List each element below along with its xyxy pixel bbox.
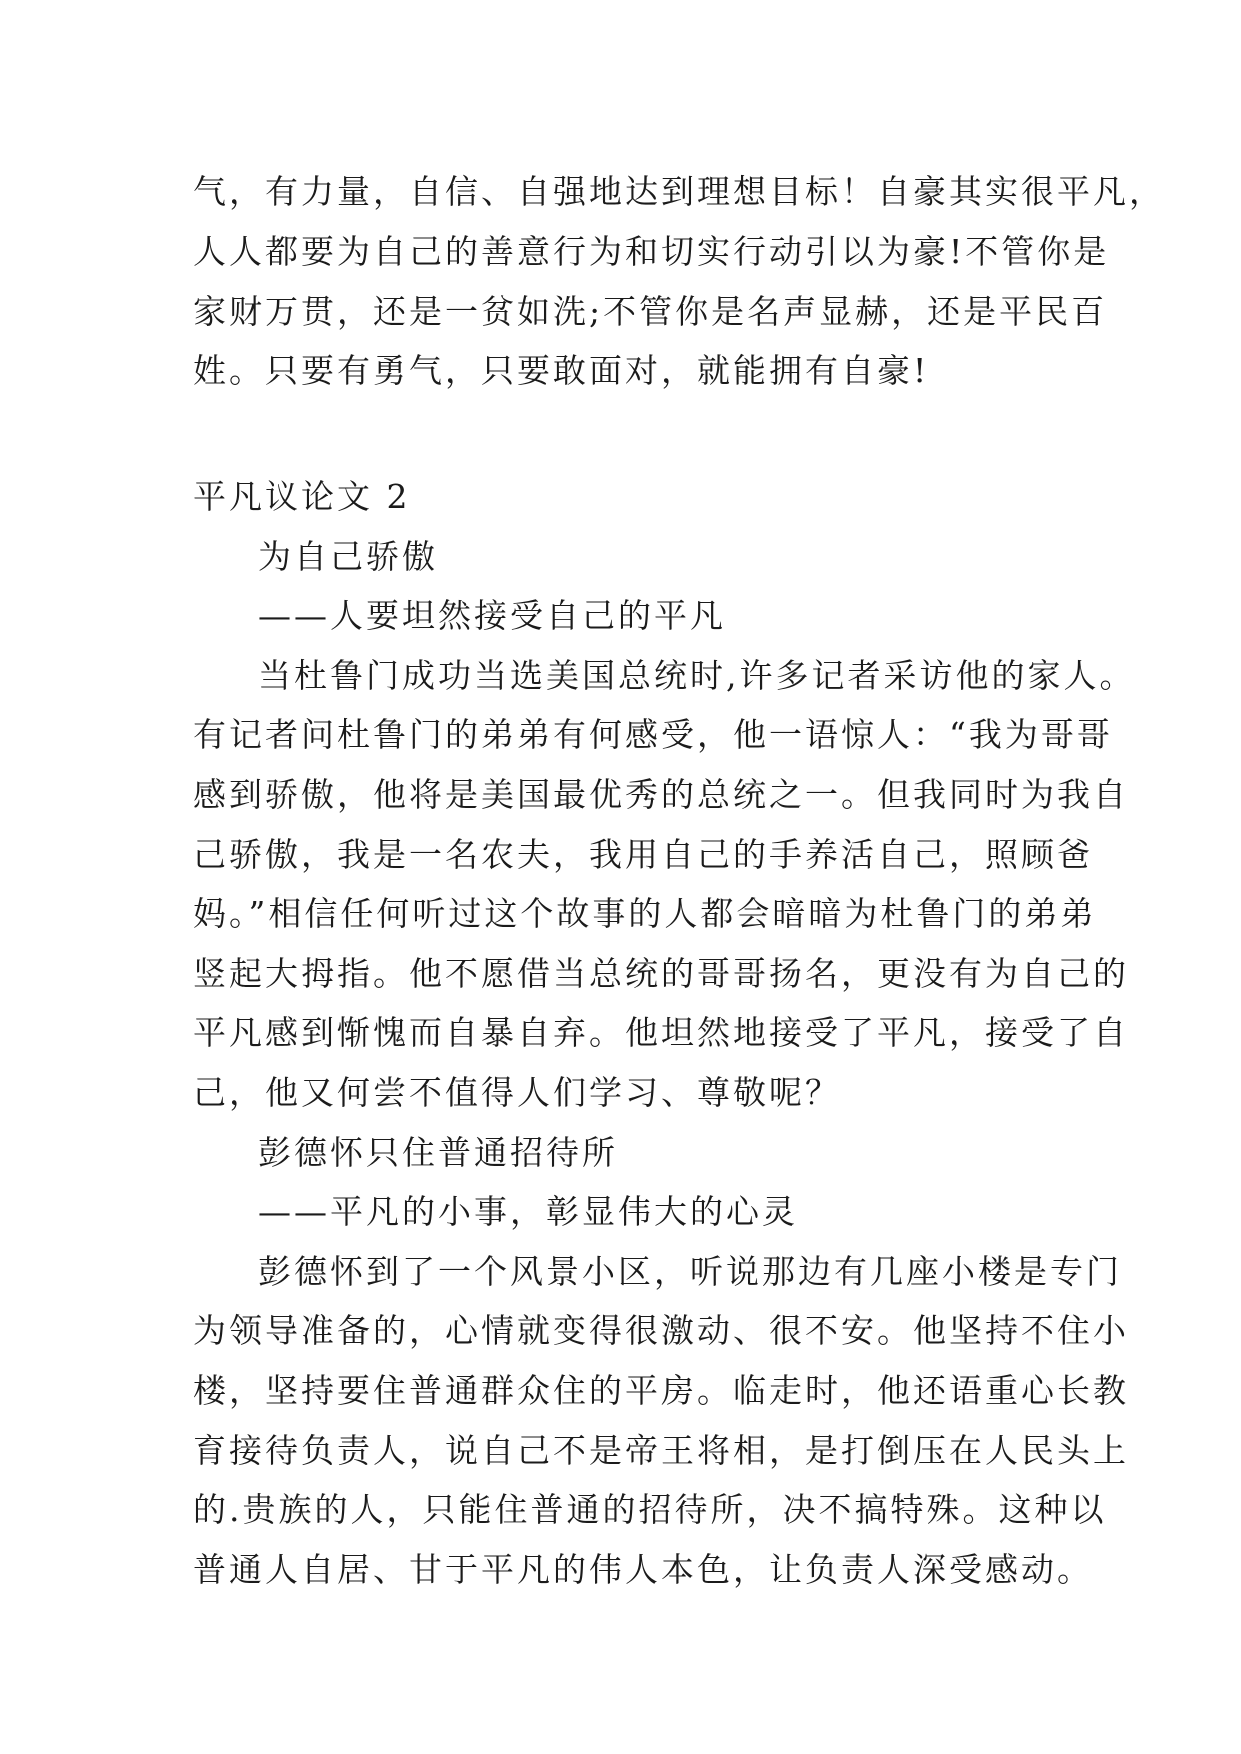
section-subheading: ——平凡的小事，彰显伟大的心灵 (258, 1192, 798, 1231)
paragraph-line: 竖起大拇指。他不愿借当总统的哥哥扬名，更没有为自己的 (193, 954, 1129, 993)
paragraph-line: 有记者问杜鲁门的弟弟有何感受，他一语惊人：“我为哥哥 (193, 715, 1113, 754)
paragraph-line: 当杜鲁门成功当选美国总统时,许多记者采访他的家人。 (258, 656, 1136, 695)
paragraph-line: 家财万贯，还是一贫如洗;不管你是名声显赫，还是平民百 (193, 292, 1108, 331)
paragraph-line: 彭德怀到了一个风景小区，听说那边有几座小楼是专门 (258, 1252, 1122, 1291)
section-heading: 彭德怀只住普通招待所 (258, 1133, 618, 1172)
paragraph-line: 姓。只要有勇气，只要敢面对，就能拥有自豪! (193, 351, 930, 390)
essay-title: 平凡议论文 2 (193, 477, 411, 516)
paragraph-line: 妈。”相信任何听过这个故事的人都会暗暗为杜鲁门的弟弟 (193, 894, 1097, 933)
paragraph-line: 己，他又何尝不值得人们学习、尊敬呢？ (193, 1073, 841, 1112)
paragraph-line: 平凡感到惭愧而自暴自弃。他坦然地接受了平凡，接受了自 (193, 1013, 1129, 1052)
paragraph-line: 的.贵族的人，只能住普通的招待所，决不搞特殊。这种以 (193, 1490, 1107, 1529)
paragraph-line: 普通人自居、甘于平凡的伟人本色，让负责人深受感动。 (193, 1550, 1093, 1589)
section-subheading: ——人要坦然接受自己的平凡 (258, 596, 726, 635)
section-heading: 为自己骄傲 (258, 537, 438, 576)
paragraph-line: 人人都要为自己的善意行为和切实行动引以为豪!不管你是 (193, 232, 1110, 271)
paragraph-line: 感到骄傲，他将是美国最优秀的总统之一。但我同时为我自 (193, 775, 1129, 814)
paragraph-line: 育接待负责人，说自己不是帝王将相，是打倒压在人民头上 (193, 1431, 1129, 1470)
paragraph-line: 为领导准备的，心情就变得很激动、很不安。他坚持不住小 (193, 1311, 1129, 1350)
paragraph-line: 己骄傲，我是一名农夫，我用自己的手养活自己，照顾爸 (193, 835, 1093, 874)
paragraph-line: 气，有力量，自信、自强地达到理想目标！自豪其实很平凡， (193, 172, 1165, 211)
paragraph-line: 楼，坚持要住普通群众住的平房。临走时，他还语重心长教 (193, 1371, 1129, 1410)
